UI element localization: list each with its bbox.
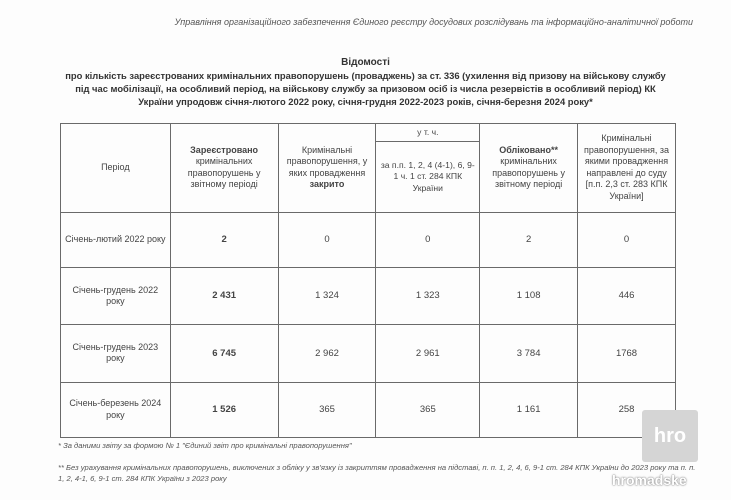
cell-court: 1768 xyxy=(578,325,676,382)
header-including-sub: за п.п. 1, 2, 4 (4-1), 6, 9-1 ч. 1 ст. 284 КПК України xyxy=(376,142,480,212)
title-line-0: Відомості xyxy=(341,57,390,68)
header-registered-bold: Зареєстровано xyxy=(190,144,259,155)
cell-period: Січень-березень 2024 року xyxy=(61,382,171,437)
header-registered xyxy=(170,124,278,213)
cell-registered: 6 745 xyxy=(170,325,278,382)
cell-including: 2 961 xyxy=(376,325,480,382)
cell-closed: 1 324 xyxy=(278,267,376,324)
title-line-1: про кількість зареєстрованих кримінальних правопорушень (проваджень) за ст. 336 (ухилення від призову на військову службу xyxy=(65,70,666,81)
cell-including: 365 xyxy=(376,382,480,437)
cell-period: Січень-лютий 2022 року xyxy=(61,212,171,267)
cell-registered: 2 431 xyxy=(170,267,278,324)
header-closed xyxy=(278,124,376,213)
hromadske-logo-icon: hro xyxy=(642,410,698,462)
cell-closed: 2 962 xyxy=(278,325,376,382)
hromadske-watermark: hromadske xyxy=(612,472,687,488)
cell-registered: 2 xyxy=(170,212,278,267)
cell-recorded: 1 108 xyxy=(480,267,578,324)
cell-court: 0 xyxy=(578,212,676,267)
cell-registered: 1 526 xyxy=(170,382,278,437)
table-row xyxy=(61,325,676,382)
cell-period: Січень-грудень 2023 року xyxy=(61,325,171,382)
statistics-table xyxy=(60,123,676,438)
cell-court: 446 xyxy=(578,267,676,324)
cell-closed: 0 xyxy=(278,212,376,267)
header-recorded-rest: кримінальних правопорушень у звітному періоді xyxy=(492,156,565,190)
header-closed-bold: закрито xyxy=(309,179,345,190)
cell-including: 0 xyxy=(376,212,480,267)
footnote-2: ** Без урахування кримінальних правопорушень, виключених з обліку у зв'язку із закриттям провадження на підставі, п. п. 1, 2, 4, 6, 9-1 ст. 284 КПК України до 2023 року та п. п. 1, 2, 4-1, 6, 9-1 ст. 284 КПК України з 2023 року xyxy=(58,463,696,483)
cell-period: Січень-грудень 2022 року xyxy=(61,267,171,324)
cell-recorded: 2 xyxy=(480,212,578,267)
table-row xyxy=(61,212,676,267)
header-to-court: Кримінальні правопорушення, за якими провадження направлені до суду [п.п. 2,3 ст. 283 КПК України] xyxy=(578,124,676,213)
cell-recorded: 3 784 xyxy=(480,325,578,382)
table-row xyxy=(61,267,676,324)
header-registered-rest: кримінальних правопорушень у звітному періоді xyxy=(187,156,261,190)
header-recorded xyxy=(480,124,578,213)
cell-including: 1 323 xyxy=(376,267,480,324)
header-including: у т. ч. xyxy=(376,124,480,142)
header-recorded-bold: Обліковано** xyxy=(499,144,558,155)
cell-closed: 365 xyxy=(278,382,376,437)
cell-recorded: 1 161 xyxy=(480,382,578,437)
cell-court: 258 xyxy=(578,382,676,437)
title-line-2: під час мобілізації, на особливий період, на військову службу за призовом осіб із числа резервістів в особливий період) КК xyxy=(75,83,656,94)
footnote-1: * За даними звіту за формою № 1 "Єдиний звіт про кримінальні правопорушення" xyxy=(58,441,352,450)
title-line-3: України упродовж січня-лютого 2022 року, січня-грудня 2022-2023 років, січня-березня 2024 року* xyxy=(138,96,593,107)
header-closed-pre: Кримінальні правопорушення, у яких провадження xyxy=(286,144,368,178)
header-period: Період xyxy=(61,124,171,213)
document-title xyxy=(30,56,701,108)
table-row xyxy=(61,382,676,437)
header-organization: Управління організаційного забезпечення Єдиного реєстру досудових розслідувань та інформаційно-аналітичної роботи xyxy=(174,17,693,27)
